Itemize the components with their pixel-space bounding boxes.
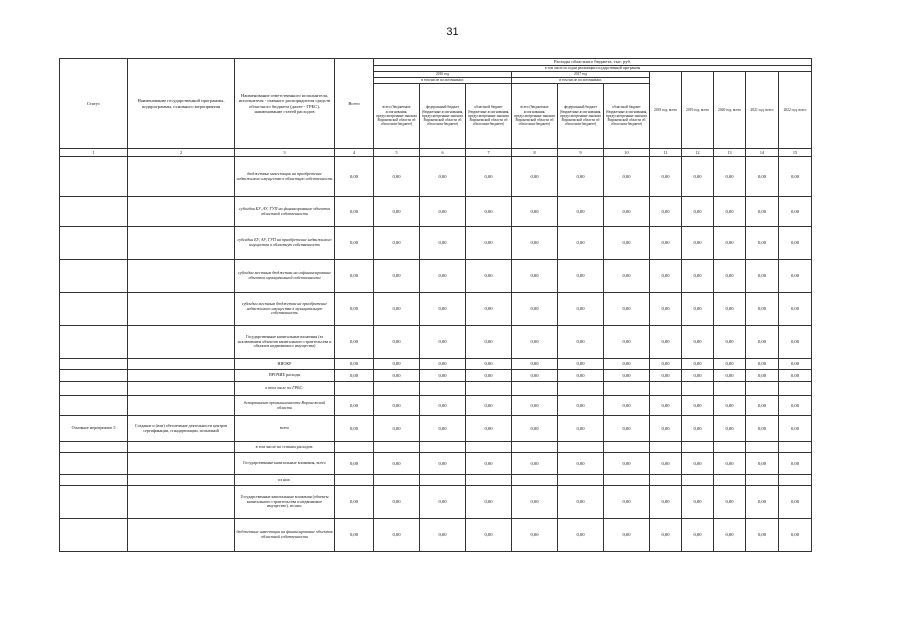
value-cell: 0,00 xyxy=(512,293,558,326)
value-cell: 0,00 xyxy=(558,370,604,382)
header-budget-subgroup: в том числе по годам реализации государственной программы xyxy=(374,66,812,72)
value-cell: 0,00 xyxy=(374,293,420,326)
row-expense-item: в том числе по статьям расходов: xyxy=(235,442,335,453)
value-cell: 0,00 xyxy=(650,519,682,552)
row-expense-item: ПРОЧИЕ расходы xyxy=(235,370,335,382)
value-cell: 0,00 xyxy=(335,293,374,326)
row-status xyxy=(60,293,128,326)
value-cell: 0,00 xyxy=(682,197,714,227)
value-cell xyxy=(650,442,682,453)
value-cell: 0,00 xyxy=(714,260,746,293)
value-cell: 0,00 xyxy=(714,326,746,359)
value-cell: 0,00 xyxy=(779,370,812,382)
value-cell xyxy=(335,442,374,453)
value-cell: 0,00 xyxy=(604,326,650,359)
value-cell: 0,00 xyxy=(714,293,746,326)
row-status xyxy=(60,519,128,552)
row-status xyxy=(60,486,128,519)
row-status: Основное мероприятие 5 xyxy=(60,416,128,442)
value-cell: 0,00 xyxy=(746,519,779,552)
value-cell: 0,00 xyxy=(558,416,604,442)
value-cell: 0,00 xyxy=(374,396,420,416)
value-cell: 0,00 xyxy=(335,260,374,293)
value-cell: 0,00 xyxy=(714,453,746,475)
value-cell: 0,00 xyxy=(558,197,604,227)
value-cell: 0,00 xyxy=(779,416,812,442)
header-year-2020: 2020 год, всего xyxy=(714,72,746,149)
value-cell xyxy=(714,382,746,396)
value-cell: 0,00 xyxy=(746,326,779,359)
value-cell: 0,00 xyxy=(466,396,512,416)
page-number: 31 xyxy=(446,26,459,38)
value-cell: 0,00 xyxy=(512,416,558,442)
value-cell: 0,00 xyxy=(746,396,779,416)
value-cell: 0,00 xyxy=(512,359,558,370)
value-cell xyxy=(746,475,779,486)
column-number: 7 xyxy=(466,149,512,157)
header-src-fed-2016: федеральный бюджет (бюджетные ассигнования, предусмотренные законом Воронежской области об областном бюджете) xyxy=(420,84,466,149)
value-cell: 0,00 xyxy=(374,157,420,197)
value-cell: 0,00 xyxy=(746,157,779,197)
value-cell: 0,00 xyxy=(604,260,650,293)
value-cell: 0,00 xyxy=(604,370,650,382)
header-year-2016: 2016 год xyxy=(374,72,512,78)
value-cell: 0,00 xyxy=(682,227,714,260)
value-cell: 0,00 xyxy=(558,486,604,519)
value-cell: 0,00 xyxy=(374,453,420,475)
row-name xyxy=(128,293,235,326)
row-status xyxy=(60,382,128,396)
table-row xyxy=(60,396,812,416)
header-incl-2017: в том числе по источникам: xyxy=(512,78,650,84)
value-cell xyxy=(466,382,512,396)
value-cell: 0,00 xyxy=(512,326,558,359)
value-cell: 0,00 xyxy=(779,396,812,416)
value-cell: 0,00 xyxy=(650,197,682,227)
column-number: 3 xyxy=(235,149,335,157)
row-status xyxy=(60,453,128,475)
header-budget-group: Расходы областного бюджета, тыс. руб. xyxy=(374,59,812,66)
value-cell: 0,00 xyxy=(746,416,779,442)
value-cell: 0,00 xyxy=(558,326,604,359)
header-src-own-2017: всего (бюджетные ассигнования, предусмотренные законом Воронежской области об областном бюджете) xyxy=(512,84,558,149)
value-cell: 0,00 xyxy=(779,293,812,326)
value-cell: 0,00 xyxy=(682,416,714,442)
header-year-2021: 2021 год, всего xyxy=(746,72,779,149)
table-header xyxy=(60,59,812,157)
table-row xyxy=(60,197,812,227)
column-number: 10 xyxy=(604,149,650,157)
header-executor: Наименование ответственного исполнителя, исполнителя - главного распорядителя средств областного бюджета (далее - ГРБС), наименование статей расходов xyxy=(235,59,335,149)
value-cell: 0,00 xyxy=(682,453,714,475)
column-number: 4 xyxy=(335,149,374,157)
value-cell: 0,00 xyxy=(714,227,746,260)
value-cell: 0,00 xyxy=(682,396,714,416)
value-cell xyxy=(714,475,746,486)
row-status xyxy=(60,370,128,382)
column-number: 11 xyxy=(650,149,682,157)
table-row xyxy=(60,416,812,442)
row-name xyxy=(128,475,235,486)
value-cell: 0,00 xyxy=(779,453,812,475)
value-cell: 0,00 xyxy=(374,326,420,359)
value-cell: 0,00 xyxy=(779,326,812,359)
value-cell: 0,00 xyxy=(714,396,746,416)
value-cell: 0,00 xyxy=(779,197,812,227)
value-cell xyxy=(779,442,812,453)
column-number: 13 xyxy=(714,149,746,157)
value-cell xyxy=(420,475,466,486)
value-cell xyxy=(604,475,650,486)
value-cell xyxy=(512,382,558,396)
value-cell xyxy=(604,382,650,396)
row-name xyxy=(128,453,235,475)
value-cell: 0,00 xyxy=(714,416,746,442)
value-cell: 0,00 xyxy=(374,227,420,260)
row-status xyxy=(60,359,128,370)
value-cell: 0,00 xyxy=(374,197,420,227)
row-status xyxy=(60,326,128,359)
value-cell: 0,00 xyxy=(650,227,682,260)
value-cell: 0,00 xyxy=(714,157,746,197)
value-cell: 0,00 xyxy=(682,293,714,326)
value-cell xyxy=(779,475,812,486)
value-cell xyxy=(682,382,714,396)
value-cell: 0,00 xyxy=(650,293,682,326)
value-cell: 0,00 xyxy=(512,453,558,475)
value-cell: 0,00 xyxy=(466,227,512,260)
value-cell: 0,00 xyxy=(374,416,420,442)
table-row xyxy=(60,382,812,396)
row-name xyxy=(128,227,235,260)
value-cell: 0,00 xyxy=(746,486,779,519)
value-cell: 0,00 xyxy=(335,416,374,442)
value-cell: 0,00 xyxy=(512,157,558,197)
header-status: Статус xyxy=(60,59,128,149)
header-incl-2016: в том числе по источникам: xyxy=(374,78,512,84)
value-cell: 0,00 xyxy=(746,453,779,475)
value-cell: 0,00 xyxy=(466,359,512,370)
value-cell: 0,00 xyxy=(466,370,512,382)
value-cell: 0,00 xyxy=(604,359,650,370)
row-name xyxy=(128,197,235,227)
value-cell: 0,00 xyxy=(512,396,558,416)
row-name: Создание и (или) обеспечение деятельности центров сертификации, стандартизации, испытаний xyxy=(128,416,235,442)
value-cell: 0,00 xyxy=(650,359,682,370)
value-cell xyxy=(512,475,558,486)
table-body xyxy=(60,157,812,552)
value-cell: 0,00 xyxy=(420,486,466,519)
value-cell: 0,00 xyxy=(650,370,682,382)
row-status xyxy=(60,157,128,197)
value-cell: 0,00 xyxy=(714,519,746,552)
value-cell: 0,00 xyxy=(420,157,466,197)
row-name xyxy=(128,442,235,453)
table-row xyxy=(60,157,812,197)
value-cell: 0,00 xyxy=(558,227,604,260)
value-cell: 0,00 xyxy=(466,260,512,293)
column-number: 1 xyxy=(60,149,128,157)
column-number: 2 xyxy=(128,149,235,157)
value-cell: 0,00 xyxy=(746,293,779,326)
header-name: Наименование государственной программы, подпрограммы, основного мероприятия xyxy=(128,59,235,149)
value-cell: 0,00 xyxy=(335,453,374,475)
value-cell: 0,00 xyxy=(604,453,650,475)
value-cell: 0,00 xyxy=(466,453,512,475)
value-cell: 0,00 xyxy=(558,260,604,293)
value-cell: 0,00 xyxy=(604,197,650,227)
value-cell: 0,00 xyxy=(714,486,746,519)
value-cell: 0,00 xyxy=(374,519,420,552)
value-cell: 0,00 xyxy=(420,519,466,552)
column-number-row xyxy=(60,149,812,157)
header-src-reg-2016: областной бюджет (бюджетные ассигнования, предусмотренные законом Воронежской области об областном бюджете) xyxy=(466,84,512,149)
value-cell: 0,00 xyxy=(558,519,604,552)
value-cell: 0,00 xyxy=(714,370,746,382)
value-cell: 0,00 xyxy=(420,326,466,359)
value-cell: 0,00 xyxy=(335,359,374,370)
row-name xyxy=(128,486,235,519)
value-cell xyxy=(650,475,682,486)
value-cell: 0,00 xyxy=(374,486,420,519)
value-cell: 0,00 xyxy=(335,486,374,519)
value-cell: 0,00 xyxy=(604,416,650,442)
column-number: 14 xyxy=(746,149,779,157)
row-expense-item: НИОКР xyxy=(235,359,335,370)
row-name xyxy=(128,382,235,396)
row-status xyxy=(60,475,128,486)
value-cell: 0,00 xyxy=(420,416,466,442)
value-cell: 0,00 xyxy=(335,157,374,197)
row-expense-item: бюджетные инвестиции на финансирование объектов областной собственности xyxy=(235,519,335,552)
table-row xyxy=(60,260,812,293)
value-cell xyxy=(374,475,420,486)
value-cell: 0,00 xyxy=(746,359,779,370)
value-cell: 0,00 xyxy=(682,370,714,382)
value-cell xyxy=(558,382,604,396)
value-cell: 0,00 xyxy=(714,197,746,227)
row-expense-item: всего xyxy=(235,416,335,442)
row-name xyxy=(128,157,235,197)
value-cell: 0,00 xyxy=(604,486,650,519)
value-cell: 0,00 xyxy=(746,227,779,260)
value-cell xyxy=(682,475,714,486)
value-cell xyxy=(558,442,604,453)
value-cell xyxy=(779,382,812,396)
row-expense-item: субсидии местным бюджетам на софинансирование объектов муниципальной собственности xyxy=(235,260,335,293)
value-cell xyxy=(420,442,466,453)
value-cell: 0,00 xyxy=(650,396,682,416)
header-year-2022: 2022 год, всего xyxy=(779,72,812,149)
row-expense-item: департамент промышленности Воронежской области xyxy=(235,396,335,416)
row-status xyxy=(60,442,128,453)
row-status xyxy=(60,396,128,416)
value-cell: 0,00 xyxy=(604,293,650,326)
value-cell: 0,00 xyxy=(466,486,512,519)
value-cell xyxy=(512,442,558,453)
value-cell: 0,00 xyxy=(682,157,714,197)
value-cell: 0,00 xyxy=(558,396,604,416)
value-cell: 0,00 xyxy=(466,416,512,442)
header-year-2018: 2018 год, всего xyxy=(650,72,682,149)
value-cell xyxy=(558,475,604,486)
value-cell xyxy=(746,382,779,396)
value-cell: 0,00 xyxy=(558,157,604,197)
row-name xyxy=(128,359,235,370)
value-cell: 0,00 xyxy=(746,197,779,227)
header-year-2017: 2017 год xyxy=(512,72,650,78)
value-cell: 0,00 xyxy=(779,260,812,293)
table-row xyxy=(60,293,812,326)
row-expense-item: субсидии БУ, АУ, ГУП на приобретение недвижимого имущества в областную собственность xyxy=(235,227,335,260)
value-cell: 0,00 xyxy=(650,157,682,197)
row-expense-item: из них: xyxy=(235,475,335,486)
value-cell: 0,00 xyxy=(682,260,714,293)
value-cell: 0,00 xyxy=(466,326,512,359)
value-cell: 0,00 xyxy=(650,326,682,359)
value-cell: 0,00 xyxy=(420,260,466,293)
value-cell: 0,00 xyxy=(374,359,420,370)
value-cell: 0,00 xyxy=(714,359,746,370)
column-number: 5 xyxy=(374,149,420,157)
value-cell: 0,00 xyxy=(466,157,512,197)
table-row xyxy=(60,453,812,475)
value-cell: 0,00 xyxy=(512,370,558,382)
value-cell xyxy=(374,442,420,453)
value-cell: 0,00 xyxy=(335,326,374,359)
value-cell xyxy=(374,382,420,396)
value-cell xyxy=(335,382,374,396)
row-name xyxy=(128,396,235,416)
value-cell: 0,00 xyxy=(650,416,682,442)
value-cell: 0,00 xyxy=(604,396,650,416)
value-cell: 0,00 xyxy=(682,326,714,359)
value-cell xyxy=(466,475,512,486)
row-expense-item: субсидии местным бюджетам на приобретение недвижимого имущества в муниципальную собственность xyxy=(235,293,335,326)
header-total: Всего xyxy=(335,59,374,149)
value-cell xyxy=(682,442,714,453)
value-cell: 0,00 xyxy=(604,227,650,260)
value-cell: 0,00 xyxy=(604,519,650,552)
value-cell: 0,00 xyxy=(335,396,374,416)
value-cell xyxy=(714,442,746,453)
value-cell: 0,00 xyxy=(512,486,558,519)
header-year-2019: 2019 год, всего xyxy=(682,72,714,149)
table-row xyxy=(60,370,812,382)
table-row xyxy=(60,227,812,260)
value-cell: 0,00 xyxy=(420,370,466,382)
row-name xyxy=(128,326,235,359)
row-name xyxy=(128,519,235,552)
row-expense-item: субсидии БУ, АУ, ГУП на финансирование объектов областной собственности xyxy=(235,197,335,227)
value-cell: 0,00 xyxy=(746,260,779,293)
table-row xyxy=(60,326,812,359)
header-src-fed-2017: федеральный бюджет (бюджетные ассигнования, предусмотренные законом Воронежской области об областном бюджете) xyxy=(558,84,604,149)
value-cell: 0,00 xyxy=(650,260,682,293)
value-cell: 0,00 xyxy=(335,370,374,382)
value-cell: 0,00 xyxy=(466,197,512,227)
row-status xyxy=(60,197,128,227)
row-status xyxy=(60,260,128,293)
value-cell: 0,00 xyxy=(420,197,466,227)
value-cell: 0,00 xyxy=(420,453,466,475)
table-row xyxy=(60,359,812,370)
value-cell: 0,00 xyxy=(558,293,604,326)
column-number: 12 xyxy=(682,149,714,157)
table-row xyxy=(60,519,812,552)
value-cell: 0,00 xyxy=(779,519,812,552)
value-cell xyxy=(335,475,374,486)
row-status xyxy=(60,227,128,260)
column-number: 6 xyxy=(420,149,466,157)
column-number: 15 xyxy=(779,149,812,157)
value-cell: 0,00 xyxy=(512,227,558,260)
value-cell: 0,00 xyxy=(558,359,604,370)
value-cell: 0,00 xyxy=(512,260,558,293)
value-cell: 0,00 xyxy=(779,157,812,197)
value-cell xyxy=(420,382,466,396)
column-number: 9 xyxy=(558,149,604,157)
value-cell: 0,00 xyxy=(335,227,374,260)
table-row xyxy=(60,442,812,453)
value-cell: 0,00 xyxy=(420,359,466,370)
value-cell xyxy=(650,382,682,396)
value-cell: 0,00 xyxy=(512,519,558,552)
value-cell: 0,00 xyxy=(650,453,682,475)
value-cell: 0,00 xyxy=(682,359,714,370)
value-cell: 0,00 xyxy=(374,260,420,293)
row-expense-item: Государственные капитальные вложения (объекты капитального строительства и недвижимое имущество), из них: xyxy=(235,486,335,519)
budget-table xyxy=(59,58,812,552)
value-cell: 0,00 xyxy=(420,227,466,260)
value-cell xyxy=(604,442,650,453)
table-row xyxy=(60,475,812,486)
value-cell: 0,00 xyxy=(650,486,682,519)
value-cell: 0,00 xyxy=(779,227,812,260)
row-expense-item: Государственные капитальные вложения (за исключением объектов капитального строительства и объектов недвижимого имущества) xyxy=(235,326,335,359)
value-cell: 0,00 xyxy=(746,370,779,382)
row-name xyxy=(128,370,235,382)
value-cell: 0,00 xyxy=(420,293,466,326)
header-src-own-2016: всего (бюджетные ассигнования, предусмотренные законом Воронежской области об областном бюджете) xyxy=(374,84,420,149)
value-cell: 0,00 xyxy=(335,519,374,552)
value-cell: 0,00 xyxy=(466,519,512,552)
table-row xyxy=(60,486,812,519)
value-cell: 0,00 xyxy=(420,396,466,416)
value-cell: 0,00 xyxy=(682,486,714,519)
row-expense-item: Государственные капитальные вложения, всего xyxy=(235,453,335,475)
header-src-reg-2017: областной бюджет (бюджетные ассигнования, предусмотренные законом Воронежской области об областном бюджете) xyxy=(604,84,650,149)
value-cell: 0,00 xyxy=(779,486,812,519)
value-cell xyxy=(466,442,512,453)
value-cell: 0,00 xyxy=(682,519,714,552)
value-cell: 0,00 xyxy=(374,370,420,382)
value-cell: 0,00 xyxy=(558,453,604,475)
value-cell: 0,00 xyxy=(512,197,558,227)
value-cell: 0,00 xyxy=(779,359,812,370)
value-cell xyxy=(746,442,779,453)
row-expense-item: бюджетные инвестиции на приобретение недвижимого имущества в областную собственность xyxy=(235,157,335,197)
value-cell: 0,00 xyxy=(466,293,512,326)
row-name xyxy=(128,260,235,293)
value-cell: 0,00 xyxy=(335,197,374,227)
column-number: 8 xyxy=(512,149,558,157)
value-cell: 0,00 xyxy=(604,157,650,197)
row-expense-item: в том числе по ГРБС: xyxy=(235,382,335,396)
